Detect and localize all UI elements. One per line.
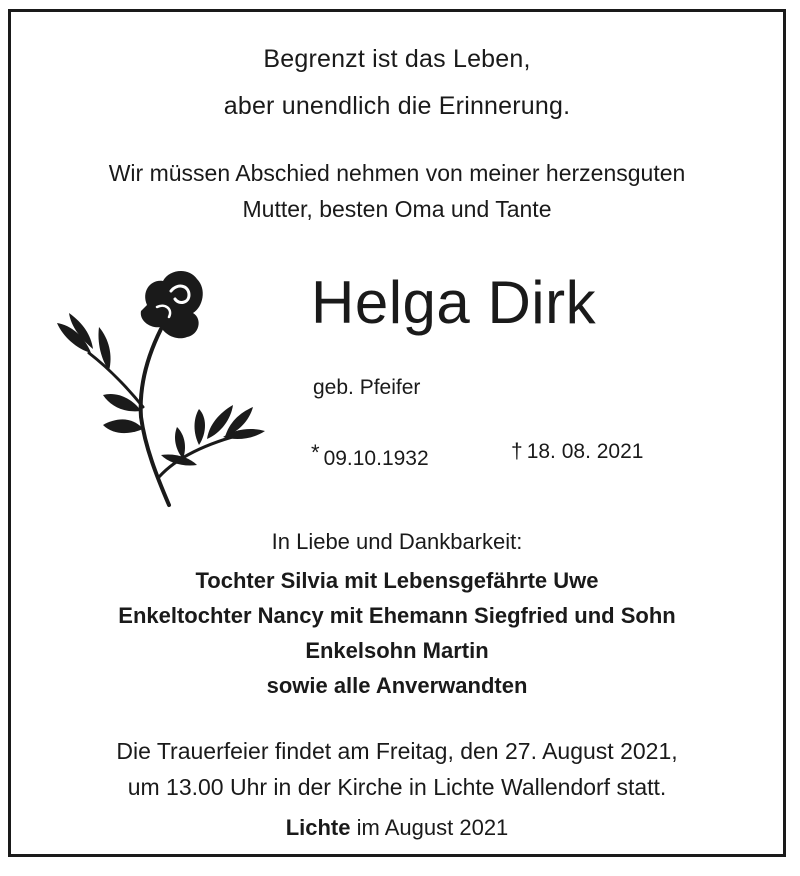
birth-symbol: *: [311, 440, 320, 465]
quote-line-1: Begrenzt ist das Leben,: [263, 45, 531, 73]
birth-name: geb. Pfeifer: [313, 376, 421, 399]
obituary-frame: [8, 9, 786, 857]
rose-flower-icon: [47, 267, 277, 512]
family-line: Tochter Silvia mit Lebensgefährte Uwe: [195, 568, 599, 593]
birth-date-value: 09.10.1932: [323, 447, 429, 470]
family-line: Enkeltochter Nancy mit Ehemann Siegfried und Sohn: [118, 603, 676, 628]
death-date-value: 18. 08. 2021: [526, 440, 644, 463]
quote-line-2: aber unendlich die Erinnerung.: [223, 92, 571, 120]
deceased-name: Helga Dirk: [311, 269, 597, 336]
place-town: Lichte: [285, 815, 351, 840]
service-line-2: um 13.00 Uhr in der Kirche in Lichte Wallendorf statt.: [127, 774, 667, 800]
place-date-line: [11, 815, 783, 841]
family-line: sowie alle Anverwandten: [266, 673, 528, 698]
thanks-line: In Liebe und Dankbarkeit:: [271, 529, 523, 554]
intro-line-1: Wir müssen Abschied nehmen von meiner herzensguten: [108, 160, 686, 186]
place-date: im August 2021: [356, 815, 509, 840]
birth-date: [311, 440, 429, 471]
service-line-1: Die Trauerfeier findet am Freitag, den 27. August 2021,: [116, 738, 678, 764]
family-line: Enkelsohn Martin: [305, 638, 489, 663]
death-date: [511, 440, 643, 464]
death-symbol: †: [511, 440, 523, 463]
intro-line-2: Mutter, besten Oma und Tante: [242, 196, 552, 222]
